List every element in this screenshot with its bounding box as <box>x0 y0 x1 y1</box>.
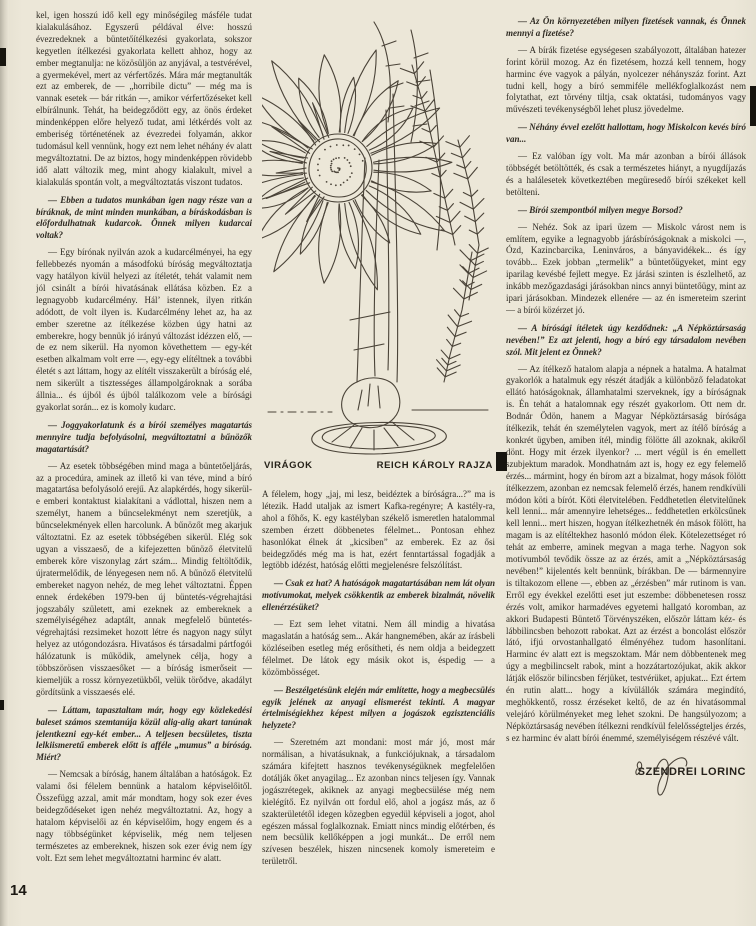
flower-vase-illustration <box>262 10 495 456</box>
caption-title: VIRÁGOK <box>264 460 313 471</box>
interview-answer: — Egy bírónak nyilván azok a kudarcélményei, ha egy fellebbezés nyomán a másodfokú bíróság megváltoztatja vagy hatályon kívül helyezi az ítéletét, tehát valamit nem jól csinált a bírói hivatásának ellátása közben. Ez a legnagyobb kudarcélmény. Hál’ istennek, ilyen ritkán adódott, de volt ilyen is. Kudarcélmény lehet az, ha az ember szeretne az ítélkezése közben úgy hatni az emberekre, hogy bennük jó irányú változást idézzen elő, — de ez nem sikerül. Ha nyomon követhettem — egy-két esetben alkalmam volt erre —, egy-egy elítéltnek a további életét s azt láttam, hogy az elítélt visszakerült a bíróság elé, nem sikerült a tisztességes állampolgároknak a sorába állnia... és újból és újból találkozom vele a bírósági gyakorlat során... ez is komoly kudarc. <box>36 247 252 412</box>
right-column-text <box>506 16 746 745</box>
text-column-middle <box>262 10 495 918</box>
interview-question: — Joggyakorlatunk és a bírói személyes magatartás mennyire tudja befolyásolni, megváltoztatni a bűnözők magatartását? <box>36 419 252 454</box>
interview-answer: kel, igen hosszú idő kell egy minőségileg másféle tudat kialakulásához. Egyszerű példával élve: hosszú évezredeknek a büntetőítélkezési gyakorlata, sokszor kegyetlen ítélkezési gyakorlata kellett ahhoz, hogy az ember megtanulja: ne közösüljön az anyjával, a testvérével, a gyermekével, mert az vérfertőzés. Mára már megtanulták ezt az emberek, de — „horribile dictu” — még ma is vannak esetek — bár ritkán —, amikor vérfertőzéseket kell elbírálnunk. Tehát, ha beidegződött egy, az önös érdeket mindenképpen előre helyező tudat, ami létkérdés volt az emberiség történetének az évezredei folyamán, akkor tudomásul kell vennünk, hogy ezt nem lehet néhány év alatt megváltoztatni. De az biztos, hogy mindenképpen rövidebb idő alatt változik meg, mint ahogy kialakult, mivel a kialakulás spontán volt, a megváltoztatás viszont tudatos. <box>36 10 252 187</box>
scan-artifact <box>0 48 6 66</box>
interview-question: — Néhány évvel ezelőtt hallottam, hogy Miskolcon kevés bíró van... <box>506 122 746 145</box>
illustration-caption <box>264 460 493 471</box>
interview-answer: — A bírák fizetése egységesen szabályozott, általában hatezer forint körül mozog. Az én fizetésem, hozzá kell tennem, hogy harminc éve vagyok a pályán, nyolcezer néhányszáz forint. Azt tudni kell, hogy a bíró semmiféle mellékfoglalkozást nem folytathat, ezt törvény tiltja, csak oktatási, tudományos vagy művészeti tevékenységből lehet plusz jövedelme. <box>506 44 746 115</box>
interview-question: — Beszélgetésünk elején már említette, hogy a megbecsülés egyik jelének az anyagi elismerést tekinti. A magyar értelmiségiekhez képest milyen a jogászok egzisztenciális helyzete? <box>262 684 495 731</box>
text-column-left <box>36 10 252 918</box>
byline: SZENDREI LORINC <box>637 765 746 778</box>
interview-answer: — Az ítélkező hatalom alapja a népnek a hatalma. A hatalmat gyakorlók a hatalmuk egy részét átadják a különböző feladatokat ellátó hatóságoknak, államhatalmi szerveknek, így a bíróságnak is. Én tehát a hatalomnak egy részét gyakorlom. Ott nem dr. Bodnár Ödön, hanem a Magyar Népköztársaság bírósága ítélkezik, tehát én személytelen vagyok, mert az ítélő bíróság a konkrét ügyben, amiben ítél, mindig fölötte áll azoknak, akikről dönt. Hogy mit érzek ilyenkor? ... mert végül is én emellett szubjektum maradok. Mondhatnám azt is, hogy ez egy felemelő érzés... mármint, hogy én bírom azt a bizalmat, hogy mások fölött ítélkezzem, azonban ez nemcsak felemelő érzés, hanem rendkívüli módon köti a bírót. Köti életvitelében. Feddhetetlen életvitelűnek kell lenni... már amennyire lehetséges... feddhetetlen erkölcsűnek kell lenni... mert hiszen, hogyan ítélkezhetnék én mások fölött, ha magam is az elítéltekhez hasonló módon élek. Kötelezettséget ró tehát az emberre, aminek megvan a maga terhe. Nagyon sok motívumból tevődik össze az az érzés, amit a „Népköztársaság nevében!” kijelentés kelt bennünk, bírákban. De — bármennyire is tiltakozom ellene —, ebben az „érzésben” már rutinom is van. Erről egy évekkel ezelőtti eset jut eszembe: döbbenetesen rossz érzés volt, amikor harmadéves egyetemi hallgató koromban, az akkori Budapesti Büntető Törvényszéken, először láttam kéz- és lábbilincsben behozott rabokat. Azt az érzést a boncolást először látó, ifjú orvostanhallgató élményéhez tudom hasonlítani. Harminc év alatt ezt is megszoktam. Már nem döbbentenek meg úgy a megbilincselt rabok, mint a hozzátartozójukat, akik akkor látják először bilincsben férjüket, testvérüket, apjukat... Ezt értem én rutin alatt... hogy a kívülállók számára megindító, meghökkentő, rossz érzéseket keltő, de az én hivatásommal velejáró körülményeket meg lehet szokni. De hangsúlyozom; a Népköztársaság nevében ítélkezni rendkívül felelősségteljes érzés, s ez harminc év alatt bírói énemmé, személyiségem részévé vált. <box>506 363 746 743</box>
caption-credit: REICH KÁROLY RAJZA <box>376 460 493 471</box>
scan-gutter <box>0 0 9 926</box>
middle-column-text <box>262 489 495 868</box>
interview-question: — Bírói szempontból milyen megye Borsod? <box>518 204 683 215</box>
interview-question: — A bírósági ítéletek úgy kezdődnek: „A Népköztársaság nevében!” Ez azt jelenti, hogy a bíró egy társadalom nevében szól. Mit jelent ez Önnek? <box>506 322 746 357</box>
interview-answer: — Ezt sem lehet vitatni. Nem áll mindig a hivatása magaslatán a hatóság sem... Akár hangnemében, akár az írásbeli közléseiben esetleg még erősítheti, és nem oldja a beidegzett félelmet. De látok egy másik okot is, éspedig — a közömbösséget. <box>262 619 495 677</box>
text-column-right <box>506 10 746 918</box>
interview-answer: — Nemcsak a bíróság, hanem általában a hatóságok. Ez valami ősi félelem bennünk a hatalom képviselőitől. Összefügg azzal, amit már mondtam, hogy sok ezer éves beidegződéseket igen nehéz megváltoztatni. Az, hogy a hatalom képviselői az én képviselőim, hogy engem és a nagy többségünket képviselik, még nem teljesen természetes az embereknek, hiszen sok ezer évig nem így volt. Ezt sem lehet megváltoztatni harminc év alatt. <box>36 769 252 863</box>
interview-answer: — Ez valóban így volt. Ma már azonban a bírói állások többségét betöltötték, és csak a természetes hiányt, a nyugdíjazás és a halálesetek következtében megüresedő bírói székeket kell betölteni. <box>506 151 746 197</box>
interview-question: — Ebben a tudatos munkában igen nagy része van a bíráknak, de mint minden munkában, a bíráskodásban is előfordulhatnak kudarcok. Önnek milyen kudarcai voltak? <box>36 194 252 241</box>
interview-answer: — Nehéz. Sok az ipari üzem — Miskolc várost nem is említem, egyike a legnagyobb járásbíróságoknak a miskolci —, Ózd, Kazincbarcika, Leninváros, a bányavidékek... és így tovább... Ezek jobban „termelik” a büntetőügyeket, mint egy iparilag kevésbé fejlett megye. Ez járási szinten is észlelhető, az inkább mezőgazdasági járásokban nincs annyi büntetőügy, mint az ipari járásokban. Mindezek ellenére — az én ismereteim szerint — a bírói közérzet jó. <box>506 221 746 315</box>
byline-row <box>506 750 746 798</box>
interview-answer: A félelem, hogy „jaj, mi lesz, beidéztek a bíróságra...?” ma is létezik. Hadd utaljak az ismert Kafka-regényre; A kastély-ra, ahol a főhős, K. egy kastélyban székelő ismeretlen hatalommal szemben érzett döbbenetes félelmet... Pontosan ehhez hasonlókat élnek át „kicsiben” az emberek. Ez az ősi beidegződés még ma is hat, ezért fenntartással fogadják a legtöbb idézést, hatóság előtti megjelenésre felszólítást. <box>262 489 495 571</box>
interview-answer: — Szeretném azt mondani: most már jó, most már normálisan, a hivatásuknak, a funkciójuknak, a társadalom számára kifejtett hasznos tevékenységüknek megfelelően dotálják őket anyagilag... Ez azonban nincs teljesen így. Vannak jogászrétegek, akiknek az anyagi megbecsülése még nem kielégítő. Ez nyilván ott fordul elő, ahol a jogász más, az ő szakterületétől idegen közegben egyedül képviseli a jogot, ahol egészen mással foglalkoznak. Emiatt nincs mindig előtérben, és nem becsülik kellőképpen a jogi munkát... De erről nem szívesen beszélek, hiszen nincsenek komoly ismereteim e területről. <box>262 737 495 867</box>
scan-artifact <box>750 86 756 126</box>
scan-artifact <box>0 700 4 710</box>
interview-answer: — Az esetek többségében mind maga a büntetőeljárás, az a procedúra, aminek az illető ki van téve, mind a bíró magatartása befolyásoló erejű. Az alapkérdés, hogy sikerül-e emberi kontaktust kialakítani a vádlottal, hiszen nem a személyt, hanem a bűncselekményt nem szeretjük, a bűncselekmények ellen harcolunk. A bűnözőt meg akarjuk változtatni. Ez az esetek többségében sikerül. Elég sok ugyan a visszaeső, de a kifejezetten bűnöző életvitelű emberek köre viszonylag zárt szám... Mindig feltöltődik, újratermelődik, de lényegesen nem nő. A bűnöző életvitelű embereket nagyon nehéz, de meg lehet változtatni. Éppen ennek érdekében 1979-ben új büntetés-végrehajtási jogszabály született, ami ezeknek az embereknek a személyiségéhez adaptált, annak megfelelő büntetés-végrehajtási rezsimeket hozott létre és nagyon nagy súlyt helyez az utógondozásra. Hivatásos és társadalmi pártfogói hálózatunk is működik, amelynek célja, hogy a többszörösen visszaesőket — a bíróság ismerőseit — kiemeljük a rossz környezetükből, velük törődve, akadályt gördítsünk a visszaesés elé. <box>36 460 252 697</box>
interview-question: — Az Ön környezetében milyen fizetések vannak, és Önnek mennyi a fizetése? <box>506 16 746 38</box>
interview-question: — Csak ez hat? A hatóságok magatartásában nem lát olyan motívumokat, melyek csökkentik az emberek bizalmát, növelik ellenérzésüket? <box>262 578 495 613</box>
page-number: 14 <box>10 882 27 899</box>
interview-question: — Láttam, tapasztaltam már, hogy egy közlekedési baleset számos szemtanúja közül alig-alig akart tanúnak jelentkezni egy-két ember... A teljesen becsületes, tiszta lelkiismeretű emberek előtt is afféle „mumus” a bíróság. Miért? <box>36 704 252 763</box>
